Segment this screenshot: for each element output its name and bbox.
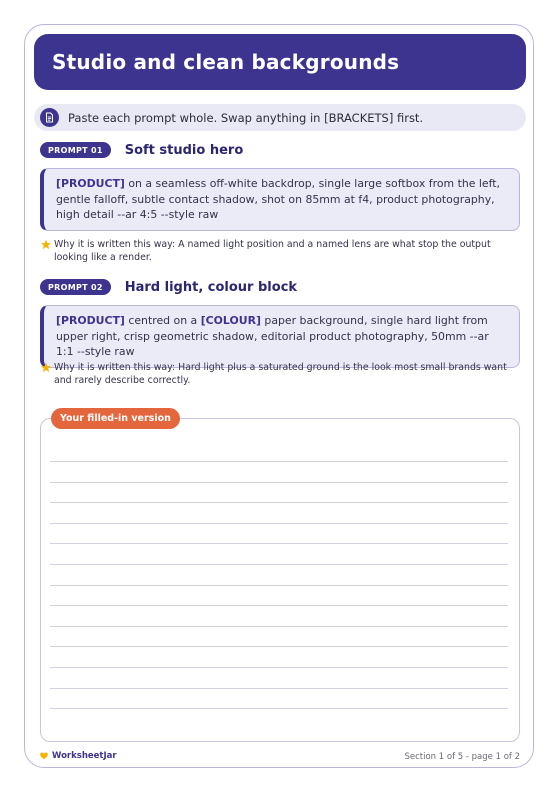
- placeholder-token: [PRODUCT]: [56, 314, 125, 327]
- star-icon: [40, 362, 52, 373]
- writing-line: [50, 708, 508, 709]
- prompt-02-note: [40, 361, 520, 387]
- title-banner: [34, 34, 526, 90]
- prompt-01-why: Why it is written this way: A named light position and a named lens are what stop the output looking like a render.: [54, 239, 491, 263]
- writing-line: [50, 461, 508, 462]
- writing-line: [50, 482, 508, 483]
- prompt-02-body-mid: centred on a: [124, 314, 201, 327]
- writing-line: [50, 543, 508, 544]
- prompt-01-header: [40, 142, 243, 158]
- prompt-02-header: [40, 279, 297, 295]
- heart-icon: [40, 752, 48, 760]
- brand-name: WorksheetJar: [52, 751, 117, 761]
- prompt-01-text-box[interactable]: [40, 168, 520, 231]
- footer-brand: [40, 751, 117, 761]
- prompt-02-text-box[interactable]: [40, 305, 520, 368]
- placeholder-token: [PRODUCT]: [56, 177, 125, 190]
- prompt-01-body: on a seamless off-white backdrop, single large softbox from the left, gentle falloff, subtle contact shadow, shot on 85mm at f4, product photography, high detail --ar 4:5 --style raw: [56, 177, 501, 221]
- writing-line: [50, 667, 508, 668]
- writing-line: [50, 523, 508, 524]
- prompt-02-badge: PROMPT 02: [40, 279, 111, 295]
- writing-line: [50, 605, 508, 606]
- prompt-01-badge: PROMPT 01: [40, 142, 111, 158]
- document-icon: [40, 108, 59, 127]
- prompt-01-title: Soft studio hero: [124, 142, 244, 158]
- placeholder-token: [COLOUR]: [200, 314, 261, 327]
- writing-line: [50, 564, 508, 565]
- prompt-02-body: paper background, single hard light from upper right, crisp geometric shadow, editorial product photography, 50mm --ar 1:1 --style raw: [56, 314, 489, 358]
- writing-line: [50, 688, 508, 689]
- page-info: Section 1 of 5 - page 1 of 2: [404, 752, 520, 762]
- fill-in-label: Your filled-in version: [51, 408, 180, 429]
- writing-line: [50, 585, 508, 586]
- prompt-02-title: Hard light, colour block: [124, 279, 298, 295]
- fill-in-area[interactable]: [40, 418, 520, 742]
- writing-line: [50, 646, 508, 647]
- star-icon: [40, 239, 52, 250]
- prompt-02-why: Why it is written this way: Hard light plus a saturated ground is the look most small brands want and rarely describe correctly.: [54, 362, 507, 386]
- page-title: Studio and clean backgrounds: [52, 50, 400, 74]
- writing-line: [50, 502, 508, 503]
- instruction-bar: [34, 104, 526, 131]
- instruction-text: Paste each prompt whole. Swap anything in [BRACKETS] first.: [68, 110, 424, 125]
- writing-line: [50, 626, 508, 627]
- prompt-01-note: [40, 238, 520, 264]
